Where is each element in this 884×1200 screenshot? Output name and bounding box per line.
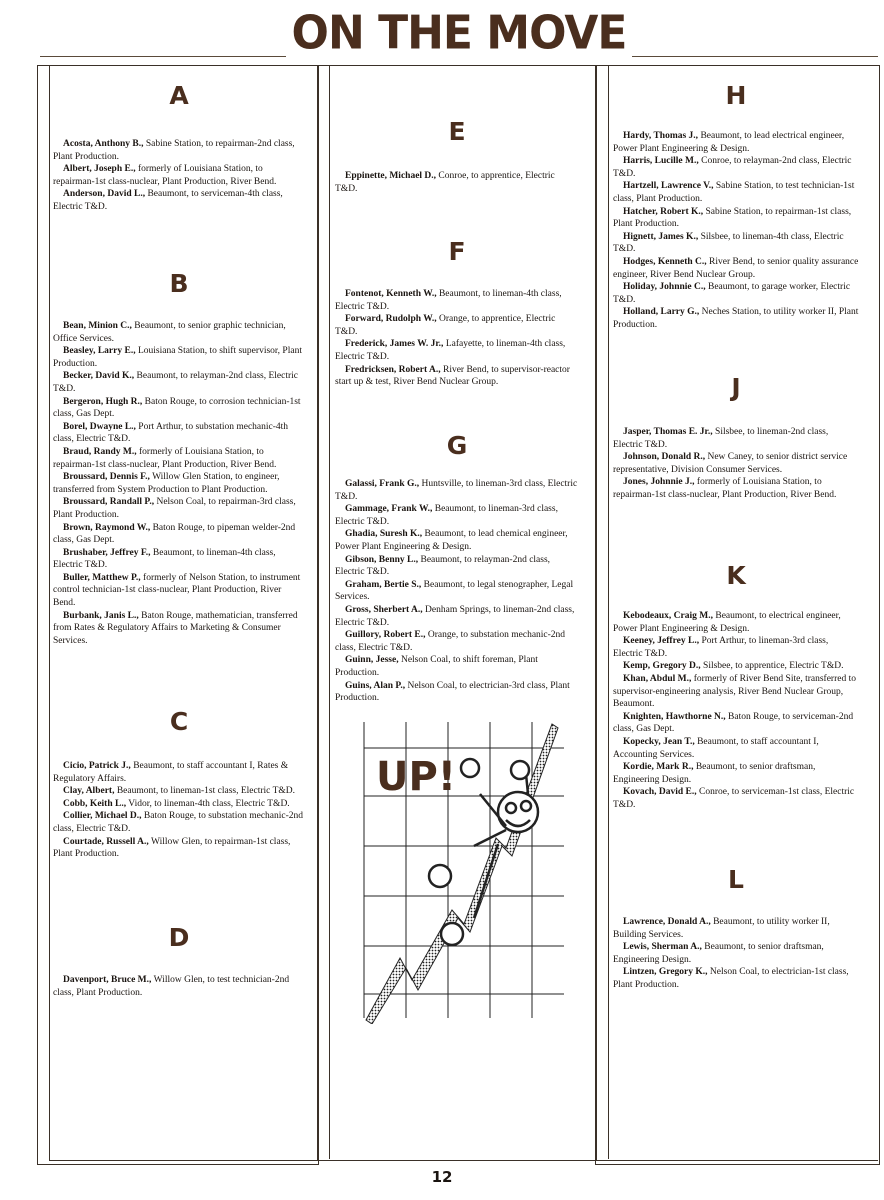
entries-b [53,320,305,647]
section-letter-h: H [725,81,747,110]
list-item: Gibson, Benny L., Beaumont, to relayman-2nd class, Electric T&D. [335,554,551,578]
list-item: Clay, Albert, Beaumont, to lineman-1st class, Electric T&D. [63,786,296,797]
list-item: Bean, Minion C., Beaumont, to senior graphic technician, Office Services. [53,321,286,344]
list-item: Kopecky, Jean T., Beaumont, to staff accountant I, Accounting Services. [613,736,819,760]
rising-chart-mascot-icon [356,718,568,1024]
list-item: Gammage, Frank W., Beaumont, to lineman-3rd class, Electric T&D. [335,504,558,527]
list-item: Broussard, Dennis F., Willow Glen Station, to engineer, transferred from System Production to Plant Production. [53,472,280,495]
page-number: 12 [431,1168,453,1186]
list-item: Anderson, David L., Beaumont, to serviceman-4th class, Electric T&D. [53,189,283,212]
list-item: Bergeron, Hugh R., Baton Rouge, to corrosion technician-1st class, Gas Dept. [53,396,301,420]
list-item: Brushaber, Jeffrey F., Beaumont, to lineman-4th class, Electric T&D. [53,547,276,571]
list-item: Hodges, Kenneth C., River Bend, to senior quality assurance engineer, River Bend Nuclear Group. [613,256,859,280]
list-item: Jones, Johnnie J., formerly of Louisiana Station, to repairman-1st class-nuclear, Plant Production, River Bend. [613,477,837,500]
column-1 [53,81,305,1150]
section-letter-j: J [731,373,741,402]
list-item: Acosta, Anthony B., Sabine Station, to repairman-2nd class, Plant Production. [53,139,295,162]
column-2 [335,117,579,726]
list-item: Ghadia, Suresh K., Beaumont, to lead chemical engineer, Power Plant Engineering & Design. [335,529,568,552]
up-text: UP! [376,754,457,800]
list-item: Lewis, Sherman A., Beaumont, to senior draftsman, Engineering Design. [613,942,824,965]
list-item: Hatcher, Robert K., Sabine Station, to repairman-1st class, Plant Production. [613,206,852,230]
list-item: Davenport, Bruce M., Willow Glen, to test technician-2nd class, Plant Production. [53,975,290,998]
list-item: Gross, Sherbert A., Denham Springs, to lineman-2nd class, Electric T&D. [335,604,575,628]
list-item: Lawrence, Donald A., Beaumont, to utility worker II, Building Services. [613,917,830,940]
list-item: Fontenot, Kenneth W., Beaumont, to lineman-4th class, Electric T&D. [335,289,562,312]
list-item: Hignett, James K., Silsbee, to lineman-4th class, Electric T&D. [613,231,844,255]
section-letter-f: F [448,237,466,266]
section-letter-b: B [169,269,189,298]
entries-e [335,170,579,195]
list-item: Forward, Rudolph W., Orange, to apprentice, Electric T&D. [335,314,556,337]
list-item: Hardy, Thomas J., Beaumont, to lead electrical engineer, Power Plant Engineering & Design. [613,131,845,154]
list-item: Cicio, Patrick J., Beaumont, to staff accountant I, Rates & Regulatory Affairs. [53,761,289,784]
section-letter-a: A [169,81,189,110]
column-3 [613,81,859,1090]
list-item: Jasper, Thomas E. Jr., Silsbee, to lineman-2nd class, Electric T&D. [613,427,829,450]
list-item: Lintzen, Gregory K., Nelson Coal, to electrician-1st class, Plant Production. [613,967,849,990]
list-item: Courtade, Russell A., Willow Glen, to repairman-1st class, Plant Production. [53,836,291,860]
up-illustration [356,718,568,1024]
list-item: Harris, Lucille M., Conroe, to relayman-2nd class, Electric T&D. [613,156,852,179]
list-item: Braud, Randy M., formerly of Louisiana Station, to repairman-1st class-nuclear, Plant Production, River Bend. [53,446,277,470]
title-rule-right [632,56,878,57]
list-item: Guins, Alan P., Nelson Coal, to electrician-3rd class, Plant Production. [335,680,570,704]
list-item: Galassi, Frank G., Huntsville, to lineman-3rd class, Electric T&D. [335,479,578,502]
list-item: Albert, Joseph E., formerly of Louisiana Station, to repairman-1st class-nuclear, Plant Production, River Bend. [53,164,277,187]
list-item: Kemp, Gregory D., Silsbee, to apprentice, Electric T&D. [623,661,844,672]
list-item: Knighten, Hawthorne N., Baton Rouge, to serviceman-2nd class, Gas Dept. [613,711,854,735]
section-letter-k: K [726,561,746,590]
entries-k [613,610,859,812]
section-letter-d: D [168,923,190,952]
list-item: Guinn, Jesse, Nelson Coal, to shift foreman, Plant Production. [335,655,538,678]
list-item: Burbank, Janis L., Baton Rouge, mathematician, transferred from Rates & Regulatory Affairs to Marketing & Consumer Services. [53,610,298,646]
list-item: Beasley, Larry E., Louisiana Station, to shift supervisor, Plant Production. [53,346,302,369]
list-item: Kovach, David E., Conroe, to serviceman-1st class, Electric T&D. [613,787,855,810]
section-letter-c: C [169,707,189,736]
section-letter-l: L [728,865,744,894]
entries-j [613,426,859,502]
list-item: Kebodeaux, Craig M., Beaumont, to electrical engineer, Power Plant Engineering & Design. [613,611,841,634]
list-item: Graham, Bertie S., Beaumont, to legal stenographer, Legal Services. [335,579,574,603]
entries-f [335,288,579,389]
entries-h [613,130,859,332]
entries-l [613,916,859,992]
list-item: Johnson, Donald R., New Caney, to senior district service representative, Division Consumer Services. [613,452,848,475]
column-frame-1-inner [49,1160,878,1161]
list-item: Buller, Matthew P., formerly of Nelson Station, to instrument control technician-1st class-nuclear, Plant Production, River Bend. [53,572,301,609]
entries-g [335,478,579,705]
list-item: Borel, Dwayne L., Port Arthur, to substation mechanic-4th class, Electric T&D. [53,421,289,445]
list-item: Kordie, Mark R., Beaumont, to senior draftsman, Engineering Design. [613,762,816,785]
list-item: Eppinette, Michael D., Conroe, to apprentice, Electric T&D. [335,171,555,194]
list-item: Hartzell, Lawrence V., Sabine Station, to test technician-1st class, Plant Production. [613,181,855,204]
list-item: Khan, Abdul M., formerly of River Bend Site, transferred to supervisor-engineering analysis, River Bend Nuclear Group, Beaumont. [613,673,856,710]
list-item: Keeney, Jeffrey L., Port Arthur, to lineman-3rd class, Electric T&D. [613,636,829,659]
section-letter-g: G [446,431,468,460]
list-item: Collier, Michael D., Baton Rouge, to substation mechanic-2nd class, Electric T&D. [53,811,304,834]
section-letter-e: E [448,117,466,146]
list-item: Holiday, Johnnie C., Beaumont, to garage worker, Electric T&D. [613,282,851,305]
list-item: Holland, Larry G., Neches Station, to utility worker II, Plant Production. [613,307,859,330]
entries-d [53,974,305,999]
entries-c [53,760,305,861]
list-item: Broussard, Randall P., Nelson Coal, to repairman-3rd class, Plant Production. [53,497,296,520]
list-item: Becker, David K., Beaumont, to relayman-2nd class, Electric T&D. [53,371,298,394]
list-item: Guillory, Robert E., Orange, to substation mechanic-2nd class, Electric T&D. [335,630,566,653]
column-frame-left-inner [49,65,50,1161]
entries-a [53,138,305,214]
title-rule-left [40,56,286,57]
list-item: Brown, Raymond W., Baton Rouge, to pipeman welder-2nd class, Gas Dept. [53,522,296,546]
list-item: Fredricksen, Robert A., River Bend, to supervisor-reactor start up & test, River Bend Nuclear Group. [335,364,570,388]
list-item: Frederick, James W. Jr., Lafayette, to lineman-4th class, Electric T&D. [335,339,566,362]
page-title: ON THE MOVE [291,6,627,61]
list-item: Cobb, Keith L., Vidor, to lineman-4th class, Electric T&D. [63,798,290,809]
